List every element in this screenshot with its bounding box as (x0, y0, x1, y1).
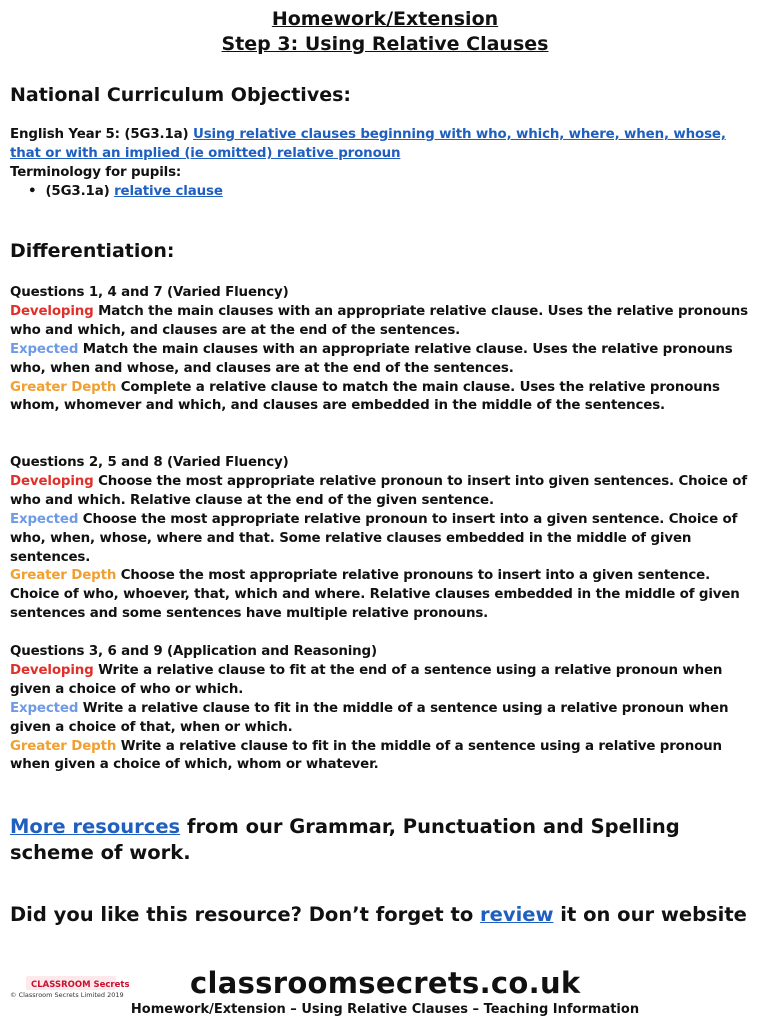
terminology-label: Terminology for pupils: (10, 164, 182, 180)
developing-label: Developing (10, 303, 94, 319)
english-prefix: English Year 5: (5G3.1a) (10, 127, 194, 142)
developing-text: Match the main clauses with an appropriate relative clause. Uses the relative pronouns who and which, and clauses are at the end of the sentences. (10, 303, 748, 338)
english-objective (10, 126, 760, 164)
greater-depth-label: Greater Depth (10, 568, 117, 584)
page-subtitle (0, 32, 770, 56)
greater-depth-label: Greater Depth (10, 738, 117, 754)
developing-text: Choose the most appropriate relative pronoun to insert into given sentences. Choice of who and which. Relative clause at the end of the given sentence. (10, 473, 748, 508)
footer-url: classroomsecrets.co.uk (190, 966, 581, 1000)
classroom-secrets-logo (26, 974, 130, 992)
greater-depth-row (10, 379, 760, 417)
developing-label: Developing (10, 473, 94, 489)
developing-row (10, 473, 760, 511)
relative-clause-link[interactable]: relative clause (114, 183, 223, 199)
developing-text: Write a relative clause to fit at the end of a sentence using a relative pronoun when given a choice of who or which. (10, 662, 723, 697)
greater-depth-row (10, 738, 760, 776)
footer-text: Homework/Extension – Using Relative Clauses – Teaching Information (130, 1002, 640, 1017)
developing-label: Developing (10, 662, 94, 678)
objectives-block (10, 126, 760, 202)
developing-row (10, 303, 760, 341)
greater-depth-text: Write a relative clause to fit in the middle of a sentence using a relative pronoun when given a choice of which, whom or whatever. (10, 738, 722, 773)
greater-depth-row (10, 567, 760, 624)
review-prompt (10, 902, 750, 928)
title-line-1: Homework/Extension (271, 8, 499, 30)
question-group-3 (10, 643, 760, 775)
bullet-icon: • (28, 183, 37, 199)
title-line-2: Step 3: Using Relative Clauses (221, 33, 549, 55)
greater-depth-text: Choose the most appropriate relative pronouns to insert into a given sentence. Choice of who, whoever, that, which and where. Relative clauses embedded in the middle of given sentences and some sentences have multiple relative pronouns. (10, 568, 740, 622)
term-prefix: (5G3.1a) (45, 183, 115, 199)
question-group-title: Questions 1, 4 and 7 (Varied Fluency) (10, 285, 289, 300)
developing-row (10, 662, 760, 700)
question-group-title: Questions 3, 6 and 9 (Application and Reasoning) (10, 644, 377, 659)
differentiation-heading: Differentiation: (10, 240, 175, 262)
expected-label: Expected (10, 341, 79, 357)
expected-row (10, 341, 760, 379)
review-link[interactable]: review (480, 903, 554, 926)
logo-text: CLASSROOM Secrets (31, 980, 130, 990)
expected-label: Expected (10, 511, 79, 527)
expected-text: Write a relative clause to fit in the middle of a sentence using a relative pronoun when given a choice of that, when or which. (10, 700, 729, 735)
greater-depth-label: Greater Depth (10, 379, 117, 395)
english-objective-link[interactable]: Using relative clauses beginning with who, which, where, when, whose, that or with an implied (ie omitted) relative pronoun (10, 127, 726, 161)
expected-row (10, 700, 760, 738)
review-suffix: it on our website (553, 903, 747, 926)
greater-depth-text: Complete a relative clause to match the main clause. Uses the relative pronouns whom, whomever and which, and clauses are embedded in the middle of the sentences. (10, 379, 720, 414)
copyright-text: © Classroom Secrets Limited 2019 (10, 991, 124, 999)
expected-row (10, 511, 760, 568)
more-resources (10, 814, 750, 866)
expected-text: Choose the most appropriate relative pronoun to insert into a given sentence. Choice of who, when, whose, where and that. Some relative clauses embedded in the middle of given sentences. (10, 511, 738, 565)
question-group-1 (10, 284, 760, 416)
page-title (0, 7, 770, 31)
expected-label: Expected (10, 700, 79, 716)
review-prefix: Did you like this resource? Don’t forget to (10, 903, 481, 926)
question-group-2 (10, 454, 760, 624)
more-resources-text: from our Grammar, Punctuation and Spelling scheme of work. (10, 815, 680, 864)
objectives-heading: National Curriculum Objectives: (10, 84, 351, 106)
more-resources-link[interactable]: More resources (10, 815, 181, 838)
expected-text: Match the main clauses with an appropriate relative clause. Uses the relative pronouns who, when and whose, and clauses are at the end of the sentences. (10, 341, 733, 376)
question-group-title: Questions 2, 5 and 8 (Varied Fluency) (10, 455, 289, 470)
terminology-item (10, 183, 760, 202)
